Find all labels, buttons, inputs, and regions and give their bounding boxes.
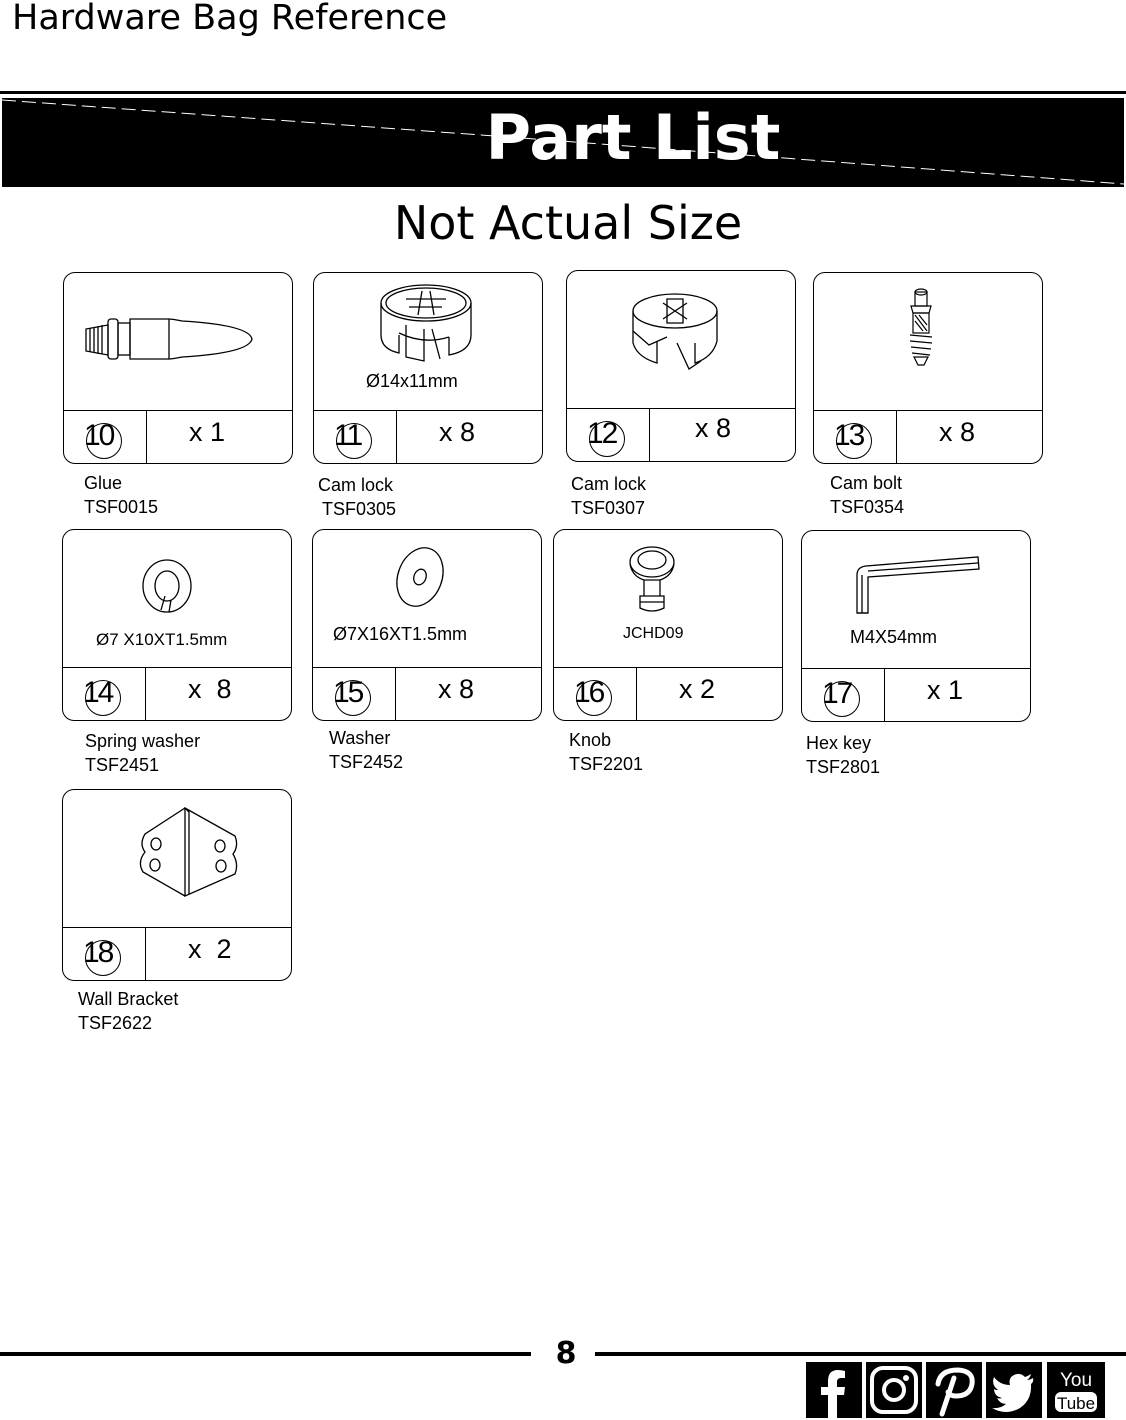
part-name: Knob: [569, 730, 612, 750]
document-title: Hardware Bag Reference: [12, 0, 448, 38]
part-quantity: x 1: [927, 675, 964, 705]
part-number: 12: [587, 417, 617, 450]
part-label-17: [806, 731, 880, 779]
part-card-18: [62, 789, 292, 981]
youtube-label-bottom: Tube: [1056, 1394, 1096, 1413]
part-code: TSF2452: [329, 752, 404, 772]
part-card-12: [566, 270, 796, 462]
cam-lock-icon: [567, 271, 797, 409]
part-image-hex-key: [802, 531, 1030, 669]
part-code: TSF0354: [830, 497, 905, 517]
part-name: Washer: [329, 728, 391, 748]
part-info-row: [63, 927, 291, 980]
part-quantity: x 1: [189, 417, 226, 447]
part-image-washer: [313, 530, 541, 668]
part-label-15: [329, 726, 403, 774]
part-image-glue: [64, 273, 292, 411]
part-code: TSF2801: [806, 757, 881, 777]
wall-bracket-icon: [63, 790, 293, 928]
part-number: 17: [822, 677, 852, 710]
pinterest-icon[interactable]: [926, 1362, 982, 1418]
part-label-13: [830, 471, 904, 519]
part-code: TSF2622: [78, 1013, 153, 1033]
part-name: Cam lock: [571, 474, 647, 494]
part-name: Hex key: [806, 733, 872, 753]
part-card-15: [312, 529, 542, 721]
part-image-wall-bracket: [63, 790, 291, 928]
part-card-14: [62, 529, 292, 721]
page-number: 8: [555, 1336, 577, 1371]
part-quantity: x 8: [439, 417, 476, 447]
part-label-10: [84, 471, 158, 519]
part-number: 11: [334, 419, 362, 452]
part-image-knob: [554, 530, 782, 668]
twitter-icon[interactable]: [986, 1362, 1042, 1418]
part-name: Wall Bracket: [78, 989, 179, 1009]
part-label-14: [85, 729, 200, 777]
part-number: 13: [834, 419, 864, 452]
part-card-10: [63, 272, 293, 464]
part-quantity: x 8: [695, 413, 732, 443]
header-rule: [0, 91, 1126, 94]
part-image-cam-bolt: [814, 273, 1042, 411]
part-name: Cam bolt: [830, 473, 903, 493]
part-size: Ø7 X10XT1.5mm: [96, 630, 228, 649]
page-subtitle: Not Actual Size: [393, 196, 743, 250]
part-label-18: [78, 987, 178, 1035]
part-quantity: x 8: [188, 674, 232, 704]
washer-icon: [313, 530, 543, 668]
part-size: Ø14x11mm: [366, 371, 458, 391]
part-label-12: [571, 472, 646, 520]
part-number: 18: [83, 936, 113, 969]
part-info-row: [313, 667, 541, 720]
part-size: JCHD09: [623, 625, 684, 642]
part-info-row: [554, 667, 782, 720]
part-quantity: x 2: [679, 674, 716, 704]
part-card-16: [553, 529, 783, 721]
youtube-icon[interactable]: [1047, 1362, 1105, 1418]
part-info-row: [802, 668, 1030, 721]
part-name: Cam lock: [318, 475, 394, 495]
part-quantity: x 8: [438, 674, 475, 704]
footer-rule-left: [0, 1352, 531, 1356]
part-card-13: [813, 272, 1043, 464]
part-image-spring-washer: [63, 530, 291, 668]
part-code: TSF2201: [569, 754, 644, 774]
part-image-cam-lock-2: [567, 271, 795, 409]
glue-icon: [64, 273, 294, 411]
part-info-row: [814, 410, 1042, 463]
part-info-row: [64, 410, 292, 463]
part-name: Spring washer: [85, 731, 201, 751]
part-number: 15: [333, 676, 363, 709]
part-code: TSF2451: [85, 755, 160, 775]
part-size: Ø7X16XT1.5mm: [333, 624, 468, 644]
part-quantity: x 2: [188, 934, 232, 964]
part-info-row: [63, 667, 291, 720]
instagram-icon[interactable]: [866, 1362, 922, 1418]
banner-title: Part List: [485, 101, 781, 174]
part-card-17: [801, 530, 1031, 722]
part-number: 16: [574, 676, 604, 709]
part-info-row: [314, 410, 542, 463]
part-image-cam-lock: [314, 273, 542, 411]
cam-bolt-icon: [814, 273, 1044, 411]
part-label-11: [318, 473, 396, 521]
part-number: 10: [84, 419, 114, 452]
part-label-16: [569, 728, 643, 776]
part-quantity: x 8: [939, 417, 976, 447]
part-number: 14: [83, 676, 113, 709]
hex-key-icon: [802, 531, 1032, 669]
part-list-banner: [2, 98, 1124, 187]
part-info-row: [567, 408, 795, 461]
part-code: TSF0305: [322, 499, 397, 519]
knob-icon: [554, 530, 784, 668]
part-name: Glue: [84, 473, 123, 493]
part-size: M4X54mm: [850, 627, 938, 647]
footer-rule-right: [595, 1352, 1126, 1356]
part-code: TSF0307: [571, 498, 646, 518]
youtube-label-top: You: [1059, 1370, 1093, 1391]
facebook-icon[interactable]: [806, 1362, 862, 1418]
part-card-11: [313, 272, 543, 464]
part-code: TSF0015: [84, 497, 159, 517]
